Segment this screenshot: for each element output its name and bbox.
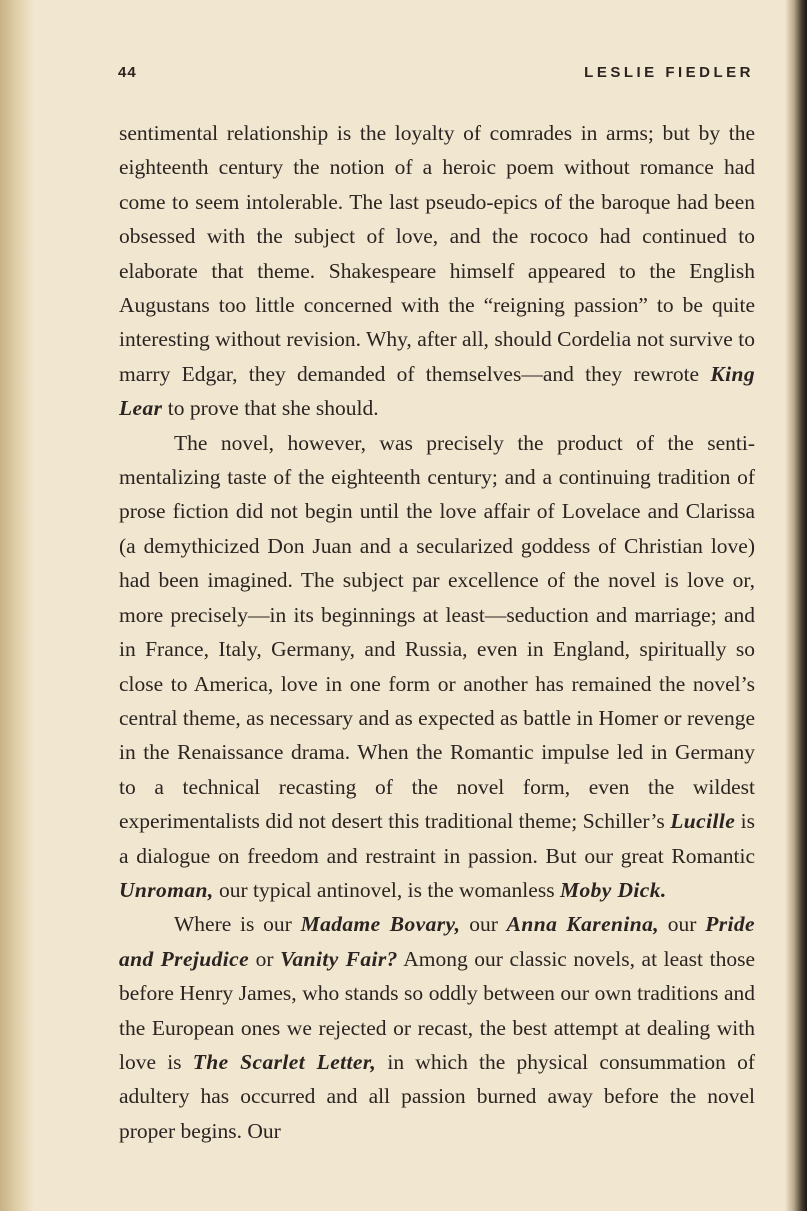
text-run: sentimental relationship is the loyalty of comrades in arms; but by the eighteenth century the notion of a heroic poem without romance had come to seem intolerable. The last pseudo-epics of the baroque had been obsessed with the subject of love, and the rococo had continued to elaborate that theme. Shakespeare himself appeared to the English Augustans too little concerned with the “reigning passion” to be quite interesting without revision. Why, after all, should Cordelia not survive to marry Edgar, they demanded of themselves—and they rewrote [119, 121, 755, 386]
italic-title: Unroman, [119, 877, 214, 902]
page-number: 44 [118, 64, 137, 81]
text-run: is a dialogue on freedom and restraint in passion. But our great Romantic [119, 809, 755, 868]
italic-title: Anna Karenina, [506, 912, 660, 937]
paragraph [119, 116, 755, 426]
text-run: our [659, 912, 706, 937]
text-run: our [460, 912, 507, 937]
text-run: Where is our [174, 912, 301, 937]
italic-title: King Lear [119, 361, 755, 421]
italic-title: Moby Dick. [559, 877, 667, 902]
paragraph [119, 907, 755, 1148]
text-run: The novel, however, was precisely the product of the sentimentalizing taste of the eighteenth century; and a continuing tradition of prose fiction did not begin until the love affair of Lovelace and Clarissa (a demythicized Don Juan and a secularized goddess of Christian love) had been imagined. The subject par excellence of the novel is love or, more precisely—in its beginnings at least—seduction and marriage; and in France, Italy, Germany, and Russia, even in England, spiritually so close to America, love in one form or another has remained the novel’s central theme, as necessary and as expected as battle in Homer or revenge in the Renaissance drama. When the Romantic impulse led in Germany to a technical recasting of the novel form, even the wildest experimentalists did not desert this traditional theme; Schiller’s [119, 430, 755, 834]
text-run: Among our classic novels, at least those before Henry James, who stands so oddly between our own traditions and the European ones we rejected or recast, the best attempt at dealing with love is [119, 946, 755, 1074]
paragraph [119, 426, 755, 908]
italic-title: Vanity Fair? [280, 946, 398, 971]
text-run: or [249, 946, 281, 971]
italic-title: Madame Bovary, [300, 912, 461, 937]
italic-title: The Scarlet Letter, [192, 1049, 377, 1074]
text-run: our typical antinovel, is the womanless [213, 877, 560, 902]
italic-title: Lucille [670, 809, 736, 834]
body-text [119, 116, 755, 1148]
running-head: LESLIE FIEDLER [584, 64, 754, 81]
text-run: to prove that she should. [162, 396, 379, 421]
italic-title: Pride and Prejudice [119, 912, 755, 971]
text-run: in which the physical consummation of adultery has occurred and all passion burned away before the novel proper begins. Our [119, 1049, 756, 1143]
page-edge-shadow [785, 0, 807, 1211]
page-header [118, 64, 754, 88]
page-gutter-shadow [0, 0, 34, 1211]
